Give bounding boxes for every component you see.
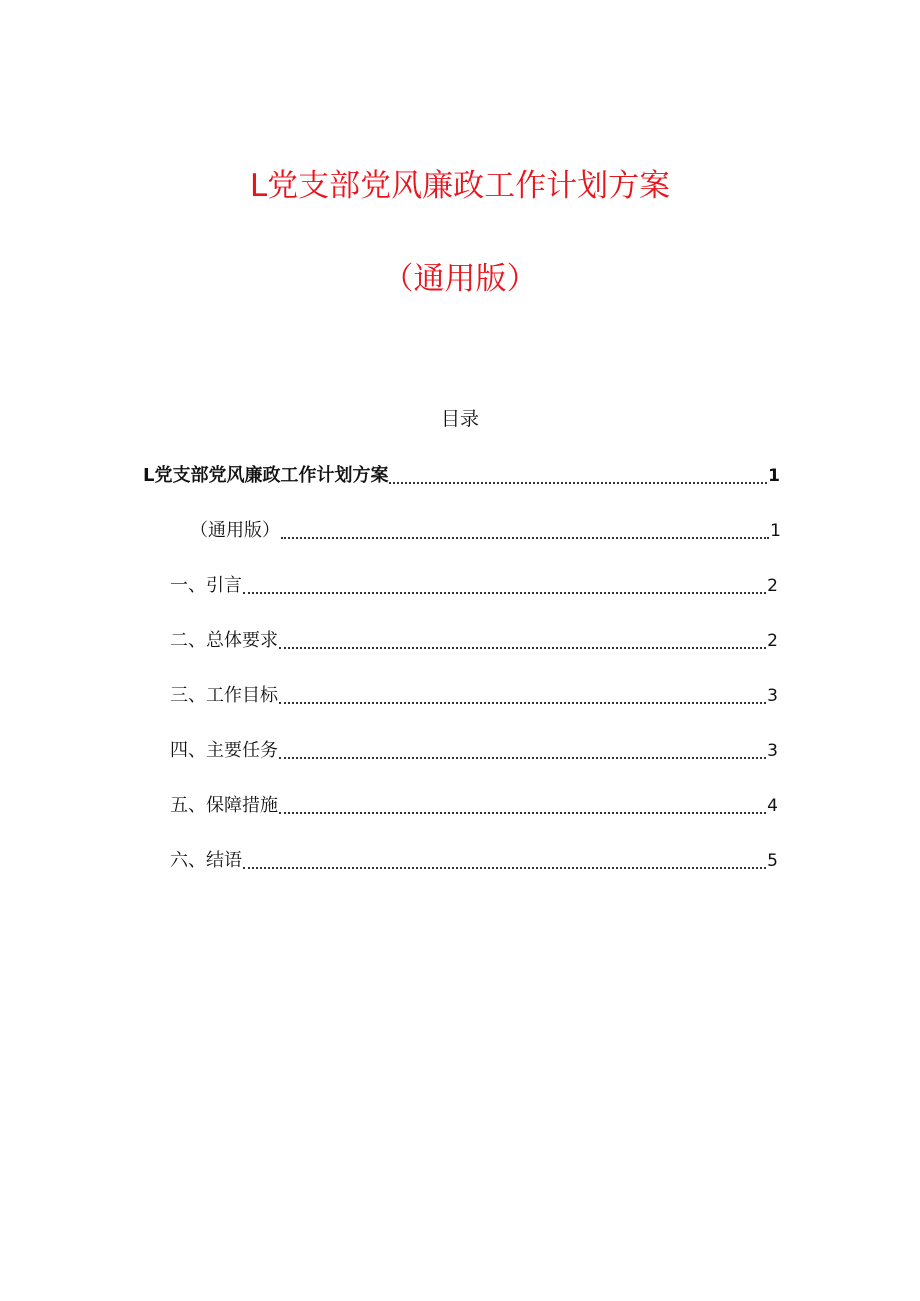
- toc-leader-dots: [279, 627, 766, 649]
- toc-entry[interactable]: [190, 517, 781, 545]
- toc-leader-dots: [281, 517, 769, 539]
- toc-entry[interactable]: [143, 462, 780, 490]
- toc-entry-label: 四、主要任务: [170, 740, 278, 761]
- toc-entry-label: 五、保障措施: [170, 795, 278, 816]
- toc-entry-page: 2: [767, 576, 778, 596]
- toc-leader-dots: [389, 462, 767, 484]
- toc-leader-dots: [243, 847, 766, 869]
- toc-entry-label: 二、总体要求: [170, 630, 278, 651]
- toc-entry[interactable]: [170, 737, 778, 765]
- toc-entry-page: 1: [770, 521, 781, 541]
- toc-entry-page: 1: [768, 466, 780, 486]
- toc-entry[interactable]: [170, 627, 778, 655]
- toc-entry[interactable]: [170, 847, 778, 875]
- toc-entry-label: （通用版）: [190, 520, 280, 541]
- toc-entry-label: 一、引言: [170, 575, 242, 596]
- toc-entry-page: 2: [767, 631, 778, 651]
- toc-entry-page: 5: [767, 851, 778, 871]
- toc-heading: 目录: [440, 408, 479, 430]
- toc-entry-label: 三、工作目标: [170, 685, 278, 706]
- toc-leader-dots: [243, 572, 766, 594]
- toc-entry-page: 4: [767, 796, 778, 816]
- toc-entry-label: 六、结语: [170, 850, 242, 871]
- toc-entry-label: L党支部党风廉政工作计划方案: [143, 465, 389, 486]
- toc-entry[interactable]: [170, 682, 778, 710]
- toc-leader-dots: [279, 682, 766, 704]
- toc-entry[interactable]: [170, 792, 778, 820]
- toc-leader-dots: [279, 737, 766, 759]
- document-title: L党支部党风廉政工作计划方案: [249, 168, 671, 204]
- toc-entry[interactable]: [170, 572, 778, 600]
- toc-leader-dots: [279, 792, 766, 814]
- document-subtitle: （通用版）: [382, 261, 538, 297]
- toc-entry-page: 3: [767, 741, 778, 761]
- toc-entry-page: 3: [767, 686, 778, 706]
